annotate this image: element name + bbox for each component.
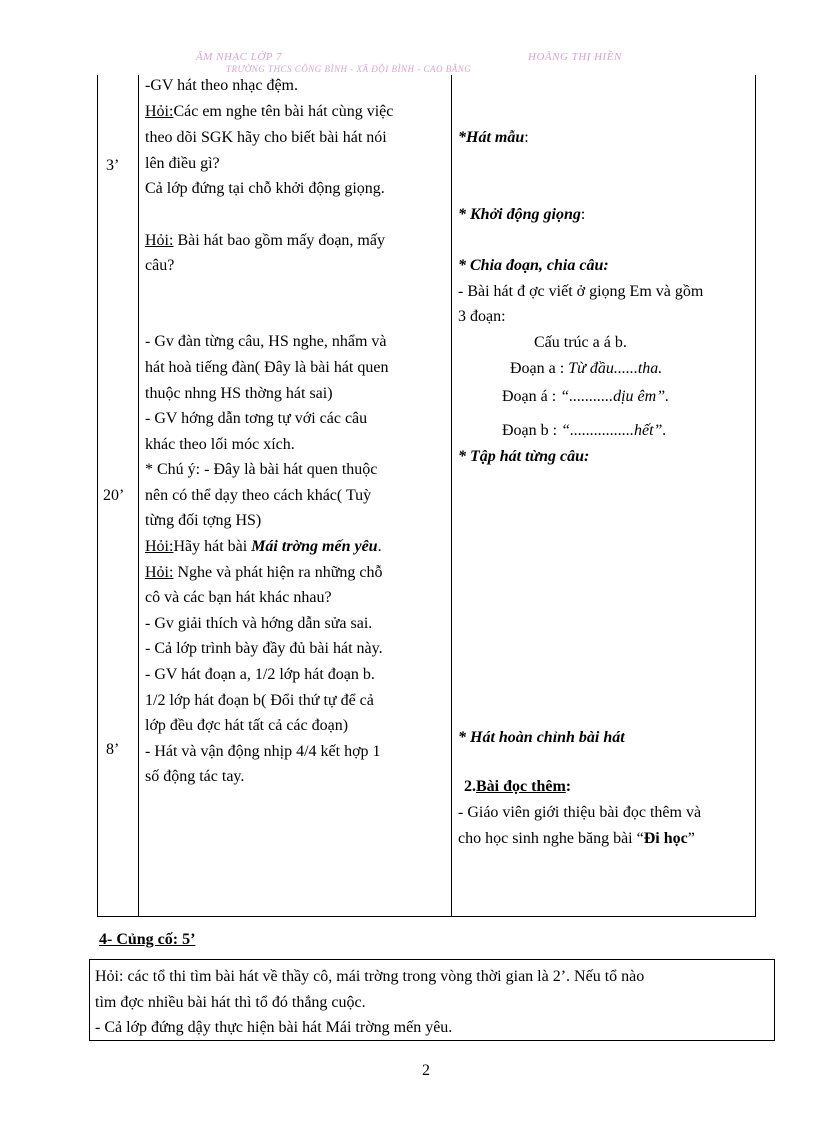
activity-text: Bài hát bao gồm mấy đoạn, mấy: [173, 232, 385, 249]
section-a-line: [510, 356, 662, 382]
activity-line: số động tác tay.: [145, 768, 245, 785]
activity-line: nên có thể dạy theo cách khác( Tuỳ: [145, 487, 372, 504]
activity-text: Hãy hát bài: [173, 538, 252, 555]
question-label: Hỏi:: [145, 564, 174, 581]
section-4-line: - Cả lớp đứng dậy thực hiện bài hát Mái trờng mến yêu.: [95, 1019, 453, 1036]
header-left: ÂM NHẠC LỚP 7: [196, 51, 283, 63]
activity-line: Cả lớp đứng tại chỗ khởi động giọng.: [145, 180, 385, 197]
table-border-left: [97, 75, 98, 917]
activity-text: Các em nghe tên bài hát cùng việc: [173, 103, 394, 120]
activity-line: [145, 560, 383, 586]
time-3: 3’: [106, 157, 120, 174]
content-line: 3 đoạn:: [458, 308, 506, 325]
activity-line: - Cả lớp trình bày đầy đủ bài hát này.: [145, 640, 383, 657]
table-divider-1: [138, 75, 139, 917]
activity-text: Nghe và phát hiện ra những chỗ: [173, 564, 383, 581]
section-lyric: “...........dịu êm”.: [560, 388, 670, 405]
section-4-line: tìm đợc nhiều bài hát thì tổ đó thắng cuộc.: [95, 994, 366, 1011]
activity-line: lớp đều đợc hát tất cả các đoạn): [145, 717, 349, 734]
section-label: Đoạn b :: [502, 422, 562, 439]
content-text: cho học sinh nghe băng bài “: [458, 830, 644, 847]
activity-line: lên điều gì?: [145, 155, 220, 172]
section-khoi-dong: [458, 202, 585, 228]
activity-line: [145, 228, 385, 254]
activity-line: * Chú ý: - Đây là bài hát quen thuộc: [145, 461, 378, 478]
time-20: 20’: [103, 487, 125, 504]
activity-line: khác theo lối móc xích.: [145, 436, 295, 453]
section-label: Đoạn a :: [510, 360, 569, 377]
section-label: Đoạn á :: [502, 388, 561, 405]
activity-line: câu?: [145, 257, 175, 274]
section-lyric: Từ đầu......tha.: [568, 360, 663, 377]
activity-line: theo dõi SGK hãy cho biết bài hát nói: [145, 129, 387, 146]
header-sub: TRƯỜNG THCS CÔNG BÌNH - XÃ ĐỘI BÌNH - CAO BẰNG: [226, 64, 472, 74]
song-title: Mái trờng mến yêu: [251, 538, 378, 555]
activity-line: - Gv giải thích và hớng dẫn sửa sai.: [145, 615, 373, 632]
table-divider-2: [451, 75, 452, 917]
song-title: Đi học: [643, 830, 688, 847]
punctuation: ”: [687, 830, 695, 847]
activity-line: thuộc nhng HS thờng hát sai): [145, 385, 333, 402]
reading-title: Bài đọc thêm: [476, 778, 566, 795]
section-heading: * Hát hoàn chỉnh bài hát: [458, 729, 625, 746]
header-right: HOÀNG THỊ HIỀN: [528, 51, 622, 63]
activity-line: [145, 99, 443, 125]
section-heading: *Hát mẫu: [458, 129, 525, 146]
punctuation: :: [565, 778, 572, 795]
section-heading: * Chia đoạn, chia câu:: [458, 257, 609, 274]
activity-line: - Gv đàn từng câu, HS nghe, nhẩm và: [145, 333, 387, 350]
activity-line: [145, 534, 382, 560]
activity-line: hát hoà tiếng đàn( Đây là bài hát quen: [145, 359, 389, 376]
section-heading: * Tập hát từng câu:: [458, 448, 590, 465]
activity-line: -GV hát theo nhạc đệm.: [145, 77, 298, 94]
structure-line: Cấu trúc a á b.: [534, 334, 627, 351]
content-line: [458, 826, 695, 852]
section-lyric: “................hết”.: [561, 422, 667, 439]
activity-text: .: [377, 538, 382, 555]
section-a2-line: [502, 384, 669, 410]
content-line: - Bài hát đ ợc viết ở giọng Em và gồm: [458, 283, 704, 300]
table-border-bottom: [97, 916, 756, 917]
content-line: - Giáo viên giới thiệu bài đọc thêm và: [458, 804, 702, 821]
page-number: 2: [422, 1062, 430, 1079]
section-4-heading: 4- Củng cố: 5’: [99, 931, 196, 948]
punctuation: :: [580, 206, 586, 223]
section-b-line: [502, 418, 666, 444]
activity-line: cô và các bạn hát khác nhau?: [145, 589, 332, 606]
activity-line: - Hát và vận động nhịp 4/4 kết hợp 1: [145, 743, 381, 760]
question-label: Hỏi:: [145, 103, 174, 120]
punctuation: :: [524, 129, 529, 146]
table-border-right: [755, 75, 756, 917]
activity-line: từng đối tợng HS): [145, 512, 262, 529]
reading-number: 2.: [464, 778, 476, 795]
activity-line: - GV hát đoạn a, 1/2 lớp hát đoạn b.: [145, 666, 375, 683]
activity-line: - GV hớng dẫn tơng tự với các câu: [145, 410, 368, 427]
activity-line: 1/2 lớp hát đoạn b( Đổi thứ tự để cả: [145, 692, 374, 709]
time-8: 8’: [106, 741, 120, 758]
section-heading: * Khởi động giọng: [458, 206, 581, 223]
section-4-line: Hỏi: các tổ thi tìm bài hát về thầy cô, mái trờng trong vòng thời gian là 2’. Nếu tổ nào: [95, 968, 645, 985]
question-label: Hỏi:: [145, 538, 174, 555]
section-hat-mau: [458, 125, 529, 151]
question-label: Hỏi:: [145, 232, 174, 249]
reading-heading: [464, 774, 571, 800]
